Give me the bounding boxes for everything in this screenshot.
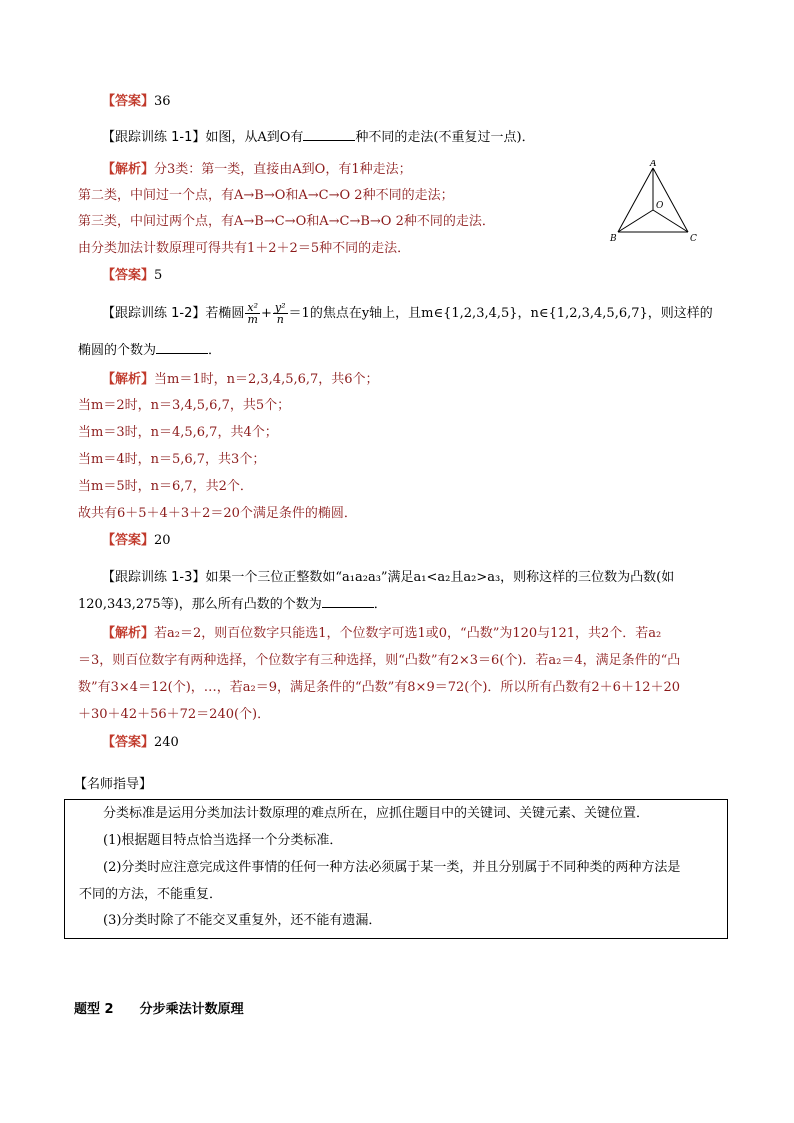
- practice-1-3-question: [102, 568, 674, 588]
- practice-label: 【跟踪训练 1-1】: [102, 130, 206, 145]
- edge-ab: [618, 168, 653, 232]
- analysis-line: 当m＝2时，n＝3,4,5,6,7，共5个；: [78, 398, 291, 413]
- edge-bo: [618, 210, 653, 232]
- guide-title: 【名师指导】: [74, 777, 153, 792]
- analysis-label: 【解析】: [102, 626, 155, 641]
- practice-1-1-question: [102, 127, 535, 148]
- answer-value: 5: [154, 268, 163, 283]
- guide-line: (3)分类时除了不能交叉重复外，还不能有遗漏．: [103, 913, 382, 928]
- answer-value: 36: [154, 94, 171, 109]
- label-o: O: [656, 201, 664, 211]
- answer-row-2: [102, 266, 162, 286]
- section-heading: [74, 998, 244, 1017]
- question-text: ＝1的焦点在y轴上，且m∈{1,2,3,4,5}，n∈{1,2,3,4,5,6,7}，则这样的: [288, 306, 713, 321]
- section-title: 分步乘法计数原理: [139, 1002, 244, 1017]
- question-text: 椭圆的个数为: [78, 343, 157, 358]
- label-a: A: [650, 160, 657, 169]
- analysis-line: ＝3，则百位数字有两种选择，个位数字有三种选择，则“凸数”有2×3＝6(个)．若a₂＝4，满足条件的“凸: [78, 653, 681, 668]
- question-text: 如果一个三位正整数如“a₁a₂a₃”满足a₁<a₂且a₂>a₃，则称这样的三位数为凸数(如: [205, 570, 675, 585]
- analysis-label: 【解析】: [102, 162, 155, 177]
- answer-value: 20: [154, 533, 171, 548]
- analysis-line: [102, 370, 379, 390]
- answer-label: 【答案】: [102, 735, 155, 750]
- practice-label: 【跟踪训练 1-2】: [102, 306, 206, 321]
- analysis-text: 若a₂＝2，则百位数字只能选1，个位数字可选1或0，“凸数”为120与121，共2个．若a₂: [154, 626, 662, 641]
- answer-label: 【答案】: [102, 533, 155, 548]
- triangle-figure: [608, 160, 698, 244]
- answer-blank: [303, 127, 355, 141]
- plus-sign: +: [261, 306, 272, 321]
- guide-line: (2)分类时应注意完成这件事情的任何一种方法必须属于某一类，并且分别属于不同种类的两种方法是: [103, 860, 681, 875]
- analysis-line: 当m＝3时，n＝4,5,6,7，共4个；: [78, 425, 278, 440]
- guide-line: (1)根据题目特点恰当选择一个分类标准．: [103, 833, 343, 848]
- analysis-text: 当m＝1时，n＝2,3,4,5,6,7，共6个；: [154, 372, 379, 387]
- analysis-line: 当m＝4时，n＝5,6,7，共3个；: [78, 452, 266, 467]
- answer-row-4: [102, 733, 179, 753]
- answer-label: 【答案】: [102, 268, 155, 283]
- analysis-line: [102, 624, 661, 644]
- analysis-line: 数”有3×4＝12(个)，…，若a₂＝9，满足条件的“凸数”有8×9＝72(个)．所以所有凸数有2＋6＋12＋20: [78, 680, 681, 695]
- fraction-y: $\frac{\text{y²}}{n}$: [274, 301, 286, 326]
- question-text: ．: [208, 343, 222, 358]
- guide-line: 不同的方法，不能重复．: [79, 887, 223, 902]
- analysis-line: 当m＝5时，n＝6,7，共2个．: [78, 479, 253, 494]
- analysis-line: 故共有6＋5＋4＋3＋2＝20个满足条件的椭圆．: [78, 506, 357, 521]
- practice-1-2-question: [102, 302, 713, 325]
- practice-1-3-question-line2: [78, 594, 387, 615]
- answer-label: 【答案】: [102, 94, 155, 109]
- analysis-label: 【解析】: [102, 372, 155, 387]
- question-text: ．: [373, 597, 387, 612]
- practice-label: 【跟踪训练 1-3】: [102, 570, 206, 585]
- practice-1-2-question-line2: [78, 340, 221, 361]
- edge-ac: [653, 168, 688, 232]
- analysis-line: 第二类，中间过一个点，有A→B→O和A→C→O 2种不同的走法；: [78, 188, 454, 203]
- guide-line: 分类标准是运用分类加法计数原理的难点所在，应抓住题目中的关键词、关键元素、关键位置．: [103, 806, 650, 821]
- guide-box: [64, 799, 728, 939]
- section-number: 题型 2: [74, 1002, 114, 1017]
- analysis-line: 第三类，中间过两个点，有A→B→C→O和A→C→B→O 2种不同的走法．: [78, 214, 495, 229]
- analysis-line: 由分类加法计数原理可得共有1＋2＋2＝5种不同的走法．: [78, 241, 411, 256]
- label-c: C: [690, 234, 697, 244]
- answer-row-3: [102, 531, 171, 551]
- label-b: B: [610, 234, 617, 244]
- question-text: 种不同的走法(不重复过一点)．: [355, 130, 535, 145]
- answer-row-1: [102, 92, 171, 112]
- answer-blank: [156, 340, 208, 354]
- fraction-x: $\frac{\text{x²}}{m}$: [247, 301, 259, 326]
- edge-co: [653, 210, 688, 232]
- answer-value: 240: [154, 735, 179, 750]
- question-text: 120,343,275等)，那么所有凸数的个数为: [78, 597, 322, 612]
- analysis-line: [102, 160, 412, 180]
- question-text: 若椭圆: [205, 306, 245, 321]
- answer-blank: [322, 594, 374, 608]
- analysis-line: ＋30＋42＋56＋72＝240(个)．: [78, 707, 271, 722]
- question-text: 如图，从A到O有: [205, 130, 304, 145]
- analysis-text: 分3类：第一类，直接由A到O，有1种走法；: [154, 162, 412, 177]
